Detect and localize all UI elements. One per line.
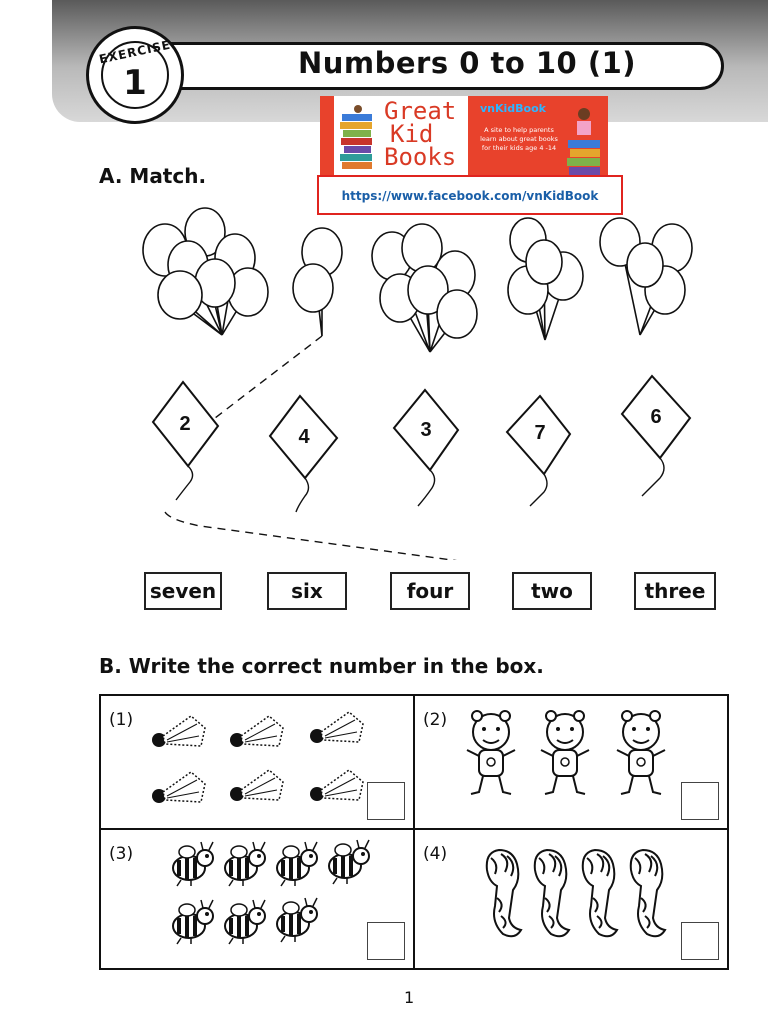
ad-description: A site to help parents learn about great books for their kids age 4 -14 (480, 126, 558, 152)
kite-3 (394, 390, 458, 506)
page-number: 1 (404, 988, 415, 1007)
balloon-bunch-5 (600, 218, 692, 335)
ad-brand: vnKidBook (480, 102, 546, 115)
word-box-four[interactable]: four (390, 572, 470, 610)
answer-box-4[interactable] (681, 922, 719, 960)
ad-url-link[interactable]: https://www.facebook.com/vnKidBook (341, 189, 599, 203)
cell-label: (4) (423, 844, 448, 864)
word-box-two[interactable]: two (512, 572, 592, 610)
kite-2 (270, 396, 337, 512)
kite-number: 7 (534, 422, 546, 444)
cell-label: (3) (109, 844, 134, 864)
balloon-bunch-3 (372, 224, 477, 352)
answer-box-3[interactable] (367, 922, 405, 960)
balloon-bunch-4 (508, 218, 583, 340)
ad-logo-line: Great (384, 97, 457, 125)
word-box-six[interactable]: six (267, 572, 347, 610)
word-box-seven[interactable]: seven (144, 572, 222, 610)
grid-divider-vertical (413, 696, 415, 968)
kite-number: 6 (650, 406, 662, 428)
kite-5 (622, 376, 690, 496)
kite-1 (153, 382, 218, 500)
kite-number: 2 (179, 413, 191, 435)
merlion-icon (481, 846, 701, 946)
balloon-bunch-1 (143, 208, 268, 335)
word-box-three[interactable]: three (634, 572, 716, 610)
kite-4 (507, 396, 570, 506)
answer-box-1[interactable] (367, 782, 405, 820)
section-a-title: A. Match. (99, 164, 207, 188)
section-b-title: B. Write the correct number in the box. (99, 654, 544, 678)
balloon-bunch-2 (293, 228, 342, 336)
badge-label: EXERCISE (97, 37, 173, 67)
answer-box-2[interactable] (681, 782, 719, 820)
tiger-icon (461, 710, 701, 810)
cell-label: (2) (423, 710, 448, 730)
cell-label: (1) (109, 710, 134, 730)
kite-number: 3 (420, 419, 432, 441)
badge-number: 1 (123, 63, 147, 103)
kite-number: 4 (298, 426, 310, 448)
match-line-kite-two (165, 512, 548, 560)
grid-divider-horizontal (101, 828, 727, 830)
ad-logo-line: Kid (390, 120, 434, 148)
page-title: Numbers 0 to 10 (1) (298, 46, 637, 80)
ad-logo-line: Books (384, 143, 457, 171)
answer-grid (99, 694, 729, 970)
